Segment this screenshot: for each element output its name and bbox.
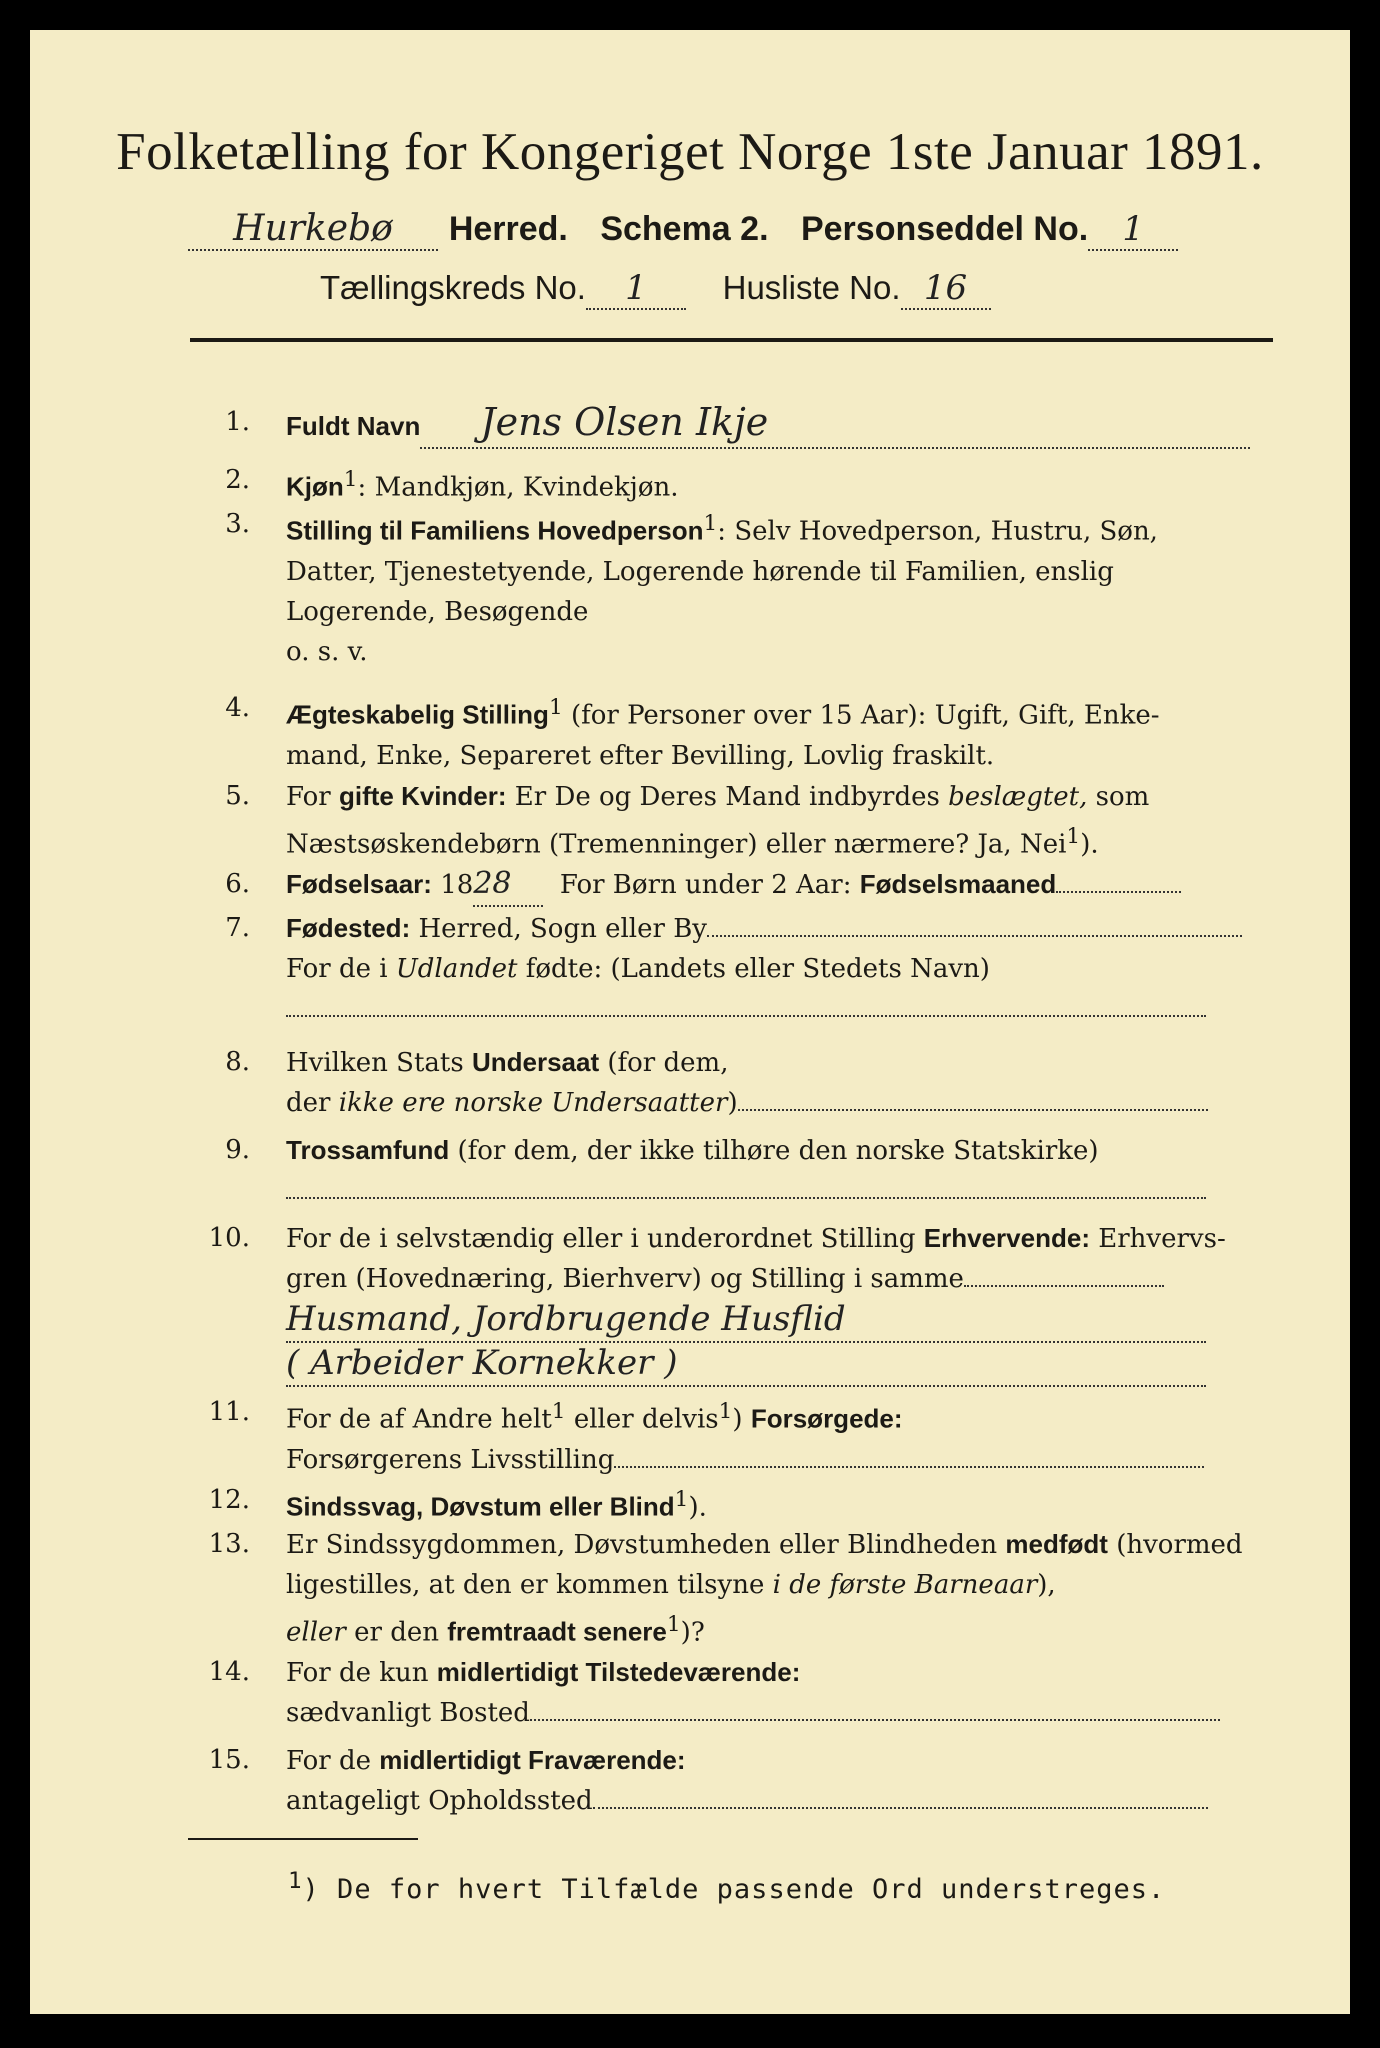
form-title: Folketælling for Kongeriget Norge 1ste Januar 1891. bbox=[116, 123, 1264, 181]
herred-line bbox=[188, 208, 1278, 251]
kreds-label: Tællingskreds No. bbox=[320, 269, 586, 306]
footnote-rule bbox=[188, 1838, 418, 1840]
erhverv-value-2: ( Arbeider Kornekker ) bbox=[286, 1343, 678, 1383]
personseddel-value: 1 bbox=[1122, 209, 1144, 249]
footnote: $^1$) De for hvert Tilfælde passende Ord understreges. bbox=[288, 1868, 1166, 1905]
kreds-value: 1 bbox=[625, 268, 647, 308]
schema-label: Schema 2. bbox=[600, 210, 769, 248]
census-form: Folketælling for Kongeriget Norge 1ste Januar 1891. Hurkebø Herred. Schema 2. Personseddel No. 1 Tællingskreds No. 1 Husliste No. 16 1. Fuldt Navn Jens Olsen Ikje 2. Kjøn$^1$: Mandkjøn, Kvindekjøn. 3. Stilling til Familiens Hovedperson$^1$: Selv Hovedperson, Hustru, Søn, Datter, Tjenestetyende, Logerende hørende til Familien, enslig Logerende, Besøgende o. s. v. 4. Ægteskabelig Stilling$^1$ (for Personer over 15 Aar): Ugift, Gift, Enke- mand, Enke, Separeret efter Bevilling, Lovlig fraskilt. 5. For gifte Kvinder: Er De og Deres Mand indbyrdes beslægtet, som Næstsøskendebørn (Tremenninger) eller nærmere? Ja, Nei$^1$). 6. Fødselsaar: 1828 For Børn under 2 Aar: Fødselsmaaned 7. Fødested: Herred, Sogn eller By For de i Udlandet fødte: (Landets eller Stedets Navn) 8. Hvilken Stats Undersaat (for dem, der ikke ere norske Undersaatter) 9. Trossamfund (for dem, der ikke tilhøre den norske Statskirke) 10. For de i selvstændig eller i underordnet Stilling Erhvervende: Erhvervs- gren (Hovednæring, Bierhverv) og Stilling i samme Husmand, Jordbrugende Husflid ( Arbeider Kornekker ) 11. For de af Andre helt$^1$ eller delvis$^1$) Forsørgede: Forsørgerens Livsstilling 12. Sindssvag, Døvstum eller Blind$^1$). 13. Er Sindssygdommen, Døvstumheden eller Blindheden medfødt (hvormed ligestilles, at den er kommen tilsyne i de første Barneaar), eller er den fremtraadt senere$^1$)? 14. For de kun midlertidigt Tilstedeværende: sædvanligt Bosted 15. For de midlertidigt Fraværende: antageligt Opholdssted $^1$) De for hvert Tilfælde passende Ord understreges. bbox=[30, 30, 1350, 2014]
kreds-line bbox=[320, 268, 991, 310]
herred-value: Hurkebø bbox=[233, 208, 393, 249]
personseddel-label: Personseddel No. bbox=[800, 210, 1089, 248]
husliste-label: Husliste No. bbox=[722, 269, 901, 306]
fuldt-navn-label: Fuldt Navn bbox=[286, 411, 421, 441]
erhverv-value-1: Husmand, Jordbrugende Husflid bbox=[286, 1299, 846, 1339]
header-rule bbox=[190, 338, 1273, 342]
fodselsaar-value: 28 bbox=[473, 866, 512, 901]
fuldt-navn-value: Jens Olsen Ikje bbox=[480, 400, 769, 444]
husliste-value: 16 bbox=[923, 268, 968, 308]
herred-label: Herred. bbox=[448, 210, 568, 248]
